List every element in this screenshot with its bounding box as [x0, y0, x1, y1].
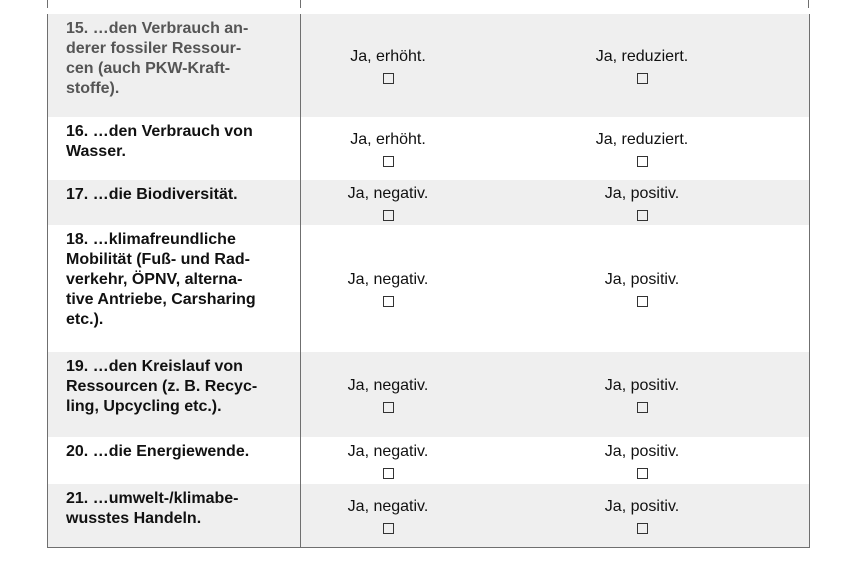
checkbox-icon[interactable] — [637, 73, 648, 84]
question-cell — [48, 14, 301, 117]
question-row-15 — [48, 14, 809, 117]
answer-option-a — [301, 484, 475, 547]
checkbox-icon[interactable] — [637, 156, 648, 167]
question-row-21 — [48, 484, 809, 547]
answer-label: Ja, negativ. — [347, 271, 429, 288]
questionnaire-table — [47, 14, 810, 548]
answer-option-b — [475, 437, 809, 484]
answer-option-a — [301, 180, 475, 225]
answer-option-a — [301, 14, 475, 117]
checkbox-icon[interactable] — [637, 523, 648, 534]
checkbox-icon[interactable] — [637, 468, 648, 479]
checkbox-icon[interactable] — [383, 296, 394, 307]
question-text: 15. …den Verbrauch an- derer fossiler Ressour- cen (auch PKW-Kraft- stoffe). — [66, 20, 249, 97]
question-row-17 — [48, 180, 809, 225]
checkbox-icon[interactable] — [383, 402, 394, 413]
answer-option-b — [475, 117, 809, 180]
answer-label: Ja, negativ. — [347, 498, 429, 515]
answer-option-b — [475, 180, 809, 225]
question-text: 20. …die Energiewende. — [66, 443, 250, 460]
answer-label: Ja, negativ. — [347, 185, 429, 202]
answer-option-a — [301, 437, 475, 484]
table-top-edge-right — [808, 0, 809, 8]
checkbox-icon[interactable] — [383, 156, 394, 167]
answer-options — [301, 225, 809, 352]
question-text: 21. …umwelt-/klimabe- wusstes Handeln. — [66, 490, 239, 527]
answer-option-b — [475, 484, 809, 547]
question-row-18 — [48, 225, 809, 352]
table-top-edge-left — [47, 0, 48, 8]
checkbox-icon[interactable] — [383, 523, 394, 534]
answer-options — [301, 180, 809, 225]
checkbox-icon[interactable] — [383, 73, 394, 84]
question-cell — [48, 484, 301, 547]
answer-options — [301, 14, 809, 117]
answer-label: Ja, erhöht. — [350, 131, 426, 148]
question-text: 18. …klimafreundliche Mobilität (Fuß- und Rad- verkehr, ÖPNV, alterna- tive Antriebe, Carsharing etc.). — [66, 231, 256, 328]
answer-label: Ja, reduziert. — [595, 131, 689, 148]
answer-label: Ja, reduziert. — [595, 48, 689, 65]
answer-options — [301, 117, 809, 180]
checkbox-icon[interactable] — [383, 468, 394, 479]
answer-options — [301, 484, 809, 547]
question-cell — [48, 117, 301, 180]
answer-label: Ja, positiv. — [604, 443, 680, 460]
question-row-20 — [48, 437, 809, 484]
answer-options — [301, 437, 809, 484]
answer-option-b — [475, 14, 809, 117]
question-cell — [48, 352, 301, 437]
answer-option-a — [301, 352, 475, 437]
checkbox-icon[interactable] — [637, 296, 648, 307]
answer-label: Ja, positiv. — [604, 498, 680, 515]
answer-label: Ja, positiv. — [604, 185, 680, 202]
answer-options — [301, 352, 809, 437]
question-text: 16. …den Verbrauch von Wasser. — [66, 123, 253, 160]
answer-option-a — [301, 117, 475, 180]
answer-label: Ja, negativ. — [347, 377, 429, 394]
checkbox-icon[interactable] — [383, 210, 394, 221]
answer-label: Ja, erhöht. — [350, 48, 426, 65]
answer-label: Ja, negativ. — [347, 443, 429, 460]
question-row-16 — [48, 117, 809, 180]
checkbox-icon[interactable] — [637, 210, 648, 221]
checkbox-icon[interactable] — [637, 402, 648, 413]
answer-label: Ja, positiv. — [604, 377, 680, 394]
question-cell — [48, 437, 301, 484]
answer-option-b — [475, 225, 809, 352]
question-text: 17. …die Biodiversität. — [66, 186, 238, 203]
answer-option-b — [475, 352, 809, 437]
table-top-edge-middle — [300, 0, 301, 8]
question-row-19 — [48, 352, 809, 437]
question-cell — [48, 225, 301, 352]
answer-option-a — [301, 225, 475, 352]
question-cell — [48, 180, 301, 225]
question-text: 19. …den Kreislauf von Ressourcen (z. B. Recyc- ling, Upcycling etc.). — [66, 358, 258, 415]
answer-label: Ja, positiv. — [604, 271, 680, 288]
